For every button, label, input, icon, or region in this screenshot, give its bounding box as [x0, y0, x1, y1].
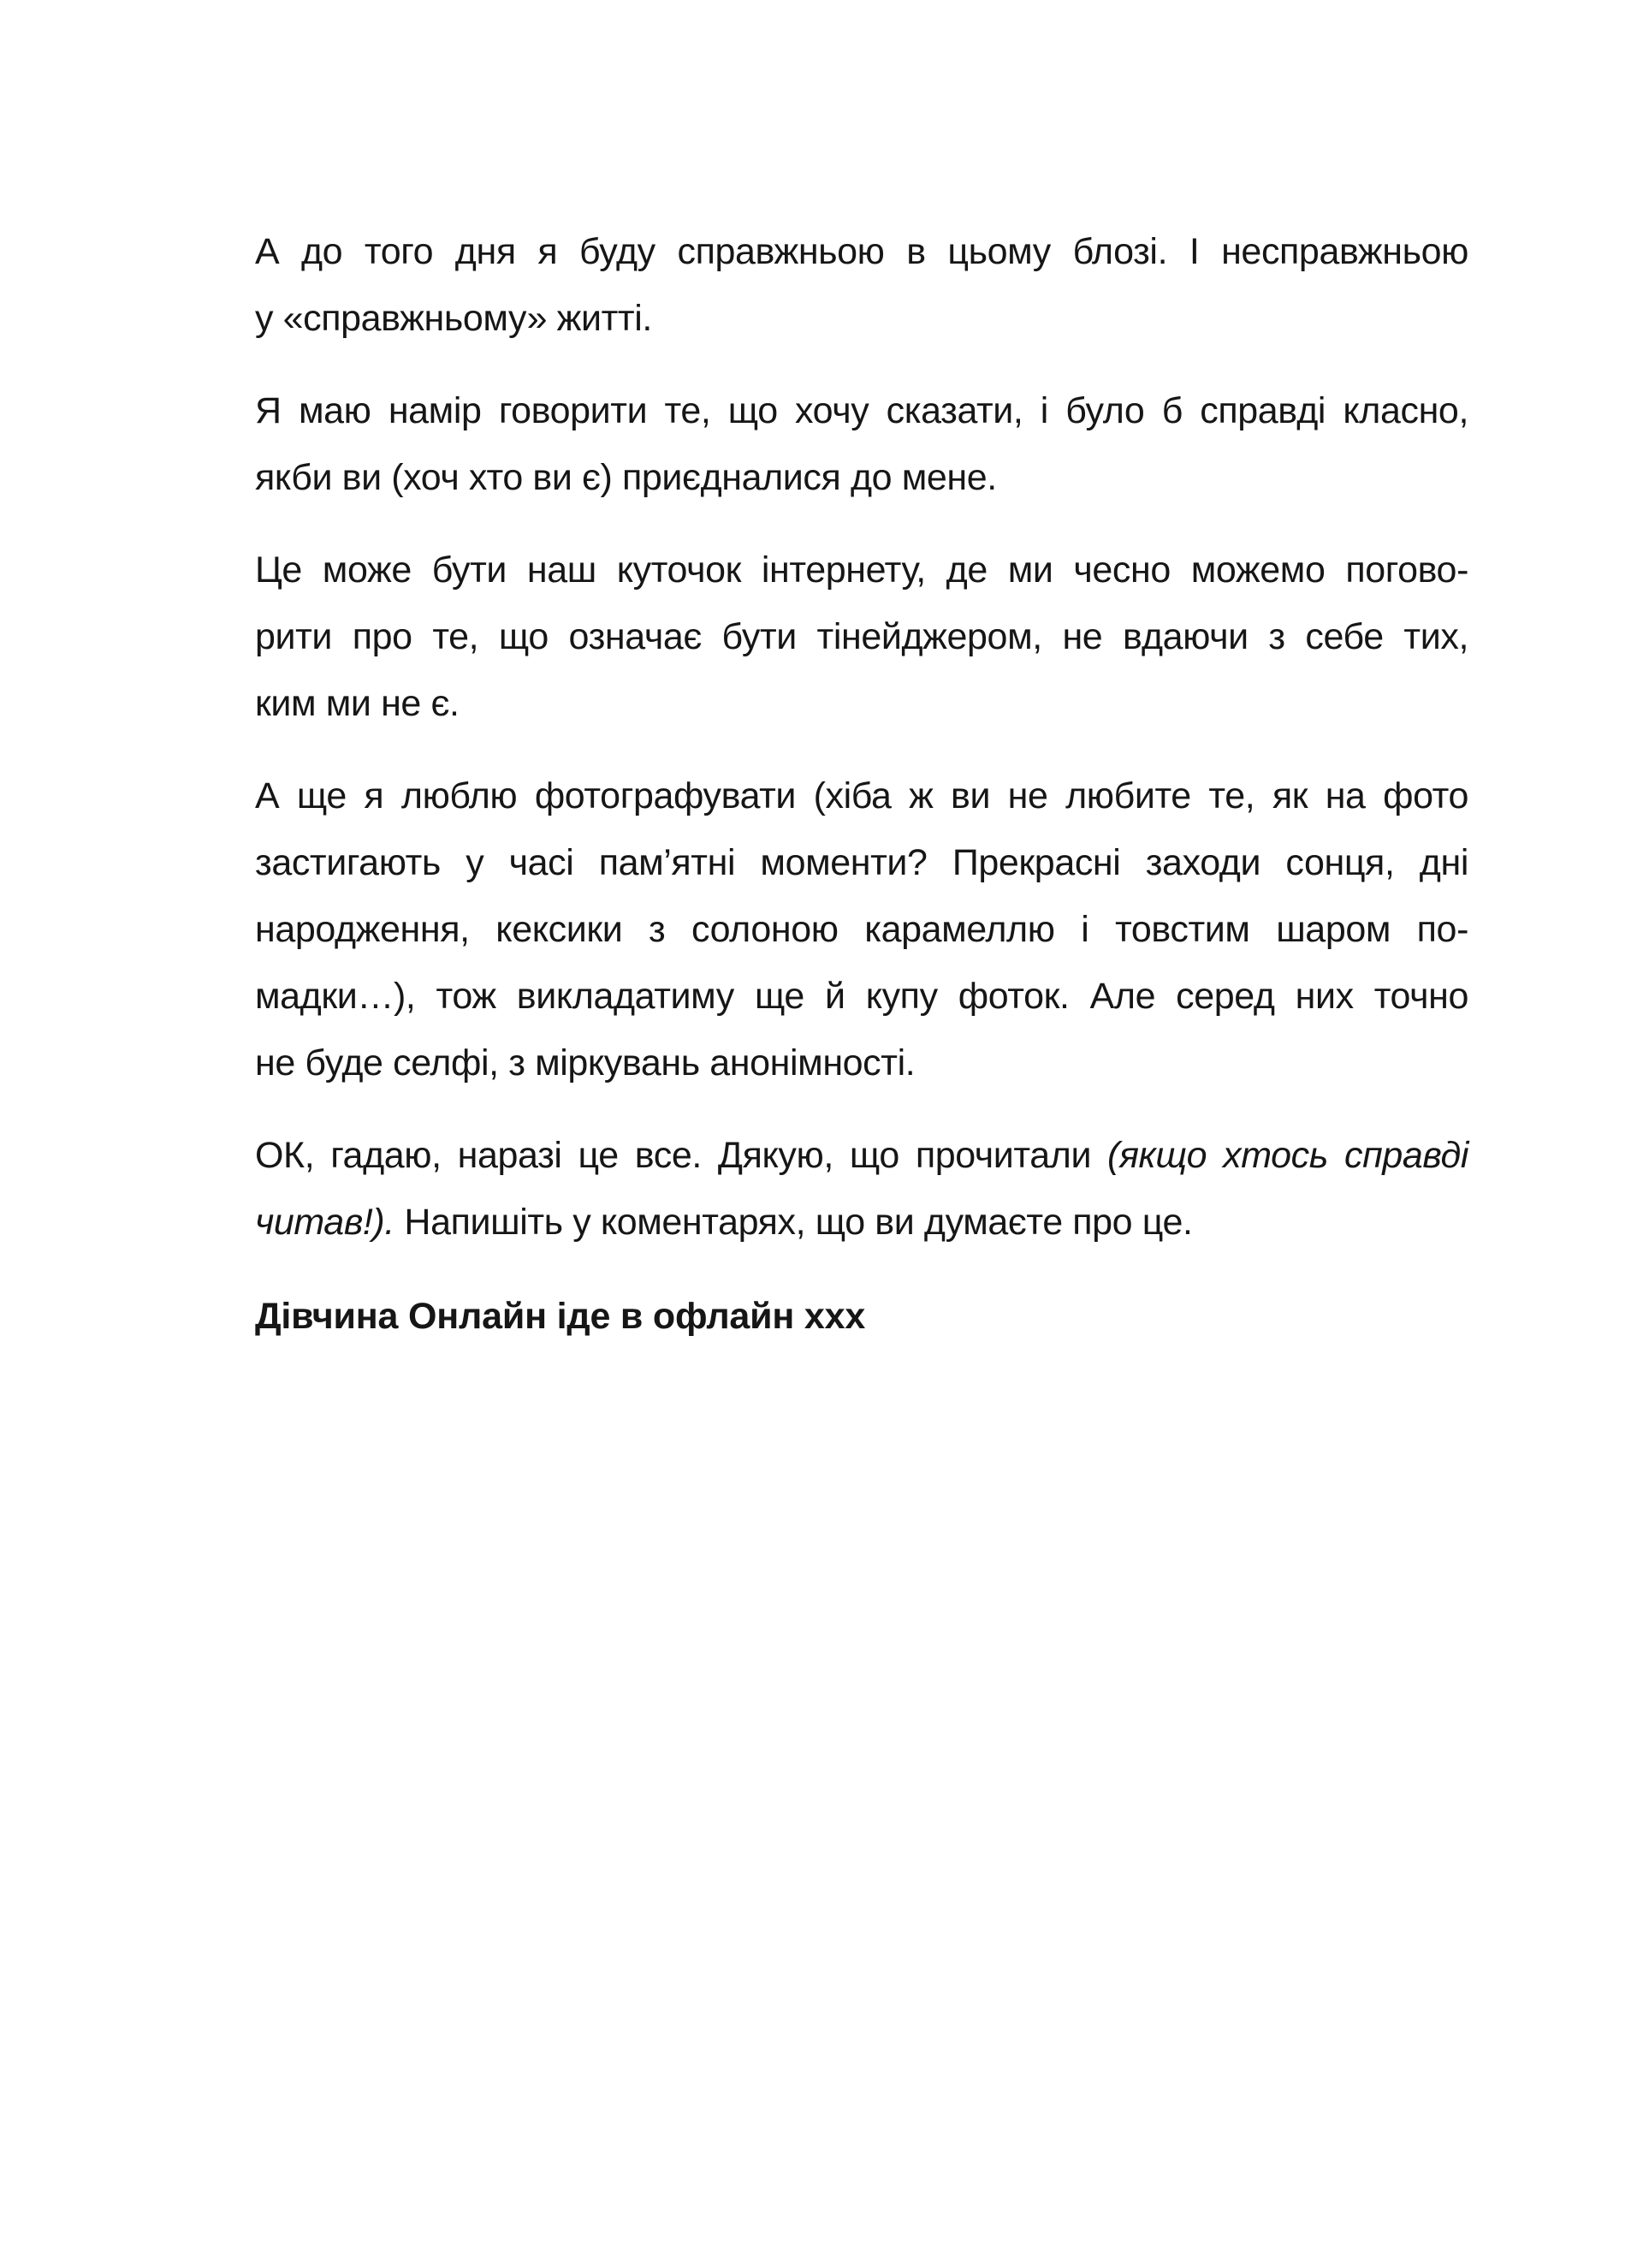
text-segment: Напишіть у коментарях, що ви думаєте про це.	[394, 1202, 1193, 1243]
text-line: рити про те, що означає бути тінейджером, не вдаючи з себе тих,	[255, 616, 1468, 657]
text-line: Я маю намір говорити те, що хочу сказати, і було б справді класно,	[255, 390, 1468, 431]
paragraph	[255, 218, 1468, 352]
text-line: не буде селфі, з міркувань анонімності.	[255, 1042, 916, 1084]
paragraph	[255, 537, 1468, 737]
signature-line: Дівчина Онлайн іде в офлайн ххх	[255, 1296, 866, 1337]
text-line: А до того дня я буду справжньою в цьому блозі. І несправжньою	[255, 231, 1468, 272]
italic-text-segment: читав!).	[255, 1202, 394, 1243]
text-segment: ОК, гадаю, наразі це все. Дякую, що прочитали	[255, 1135, 1108, 1176]
paragraph	[255, 1122, 1468, 1256]
text-line: народження, кексики з солоною карамеллю і товстим шаром по-	[255, 909, 1468, 950]
text-line	[255, 1122, 1468, 1189]
body-text	[255, 218, 1468, 1375]
text-line: застигають у часі пам’ятні моменти? Прекрасні заходи сонця, дні	[255, 842, 1468, 883]
text-line: ким ми не є.	[255, 683, 460, 724]
text-line: якби ви (хоч хто ви є) приєдналися до мене.	[255, 457, 997, 498]
text-line: А ще я люблю фотографувати (хіба ж ви не любите те, як на фото	[255, 775, 1468, 816]
paragraph	[255, 377, 1468, 511]
text-line	[255, 1189, 1468, 1256]
text-line: Це може бути наш куточок інтернету, де ми чесно можемо погово-	[255, 549, 1468, 591]
text-line: у «справжньому» житті.	[255, 298, 652, 339]
italic-text-segment: (якщо хтось справді	[1107, 1135, 1468, 1176]
text-line: мадки…), тож викладатиму ще й купу фоток. Але серед них точно	[255, 976, 1468, 1017]
paragraph	[255, 763, 1468, 1096]
